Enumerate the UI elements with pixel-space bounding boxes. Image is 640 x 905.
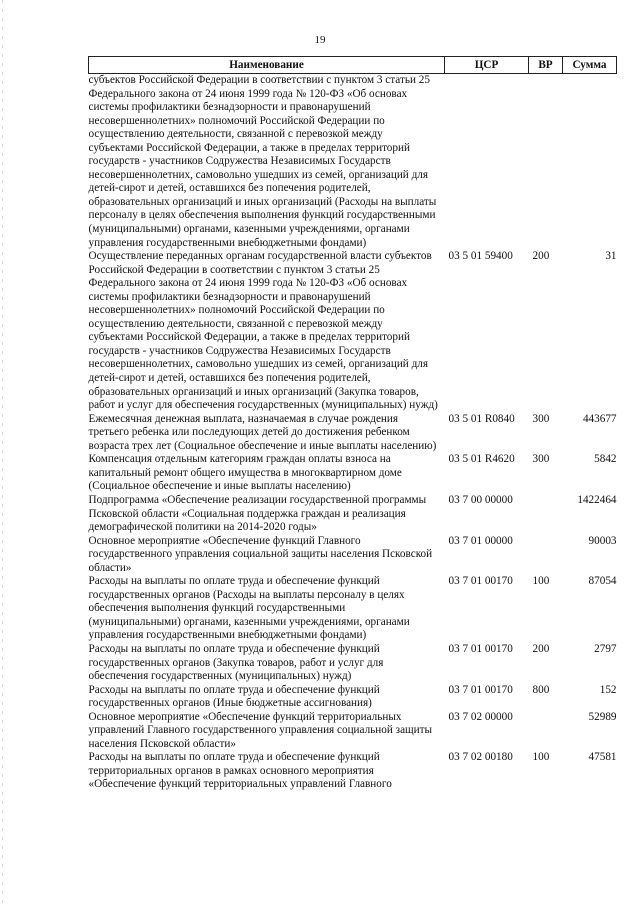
row-sum (563, 74, 617, 251)
table-row (89, 535, 617, 576)
table-row (89, 684, 617, 711)
header-row (89, 57, 617, 74)
row-name: Компенсация отдельным категориям граждан оплаты взноса на капитальный ремонт общего имущества в многоквартирном доме (Социальное обеспечение и иные выплаты населению) (88, 453, 402, 493)
table-body (89, 74, 617, 792)
row-vr: 100 (532, 751, 550, 764)
row-csr: 03 7 01 00170 (448, 642, 513, 655)
row-csr: 03 7 01 00170 (448, 575, 513, 588)
row-name: Осуществление переданных органам государственной власти субъектов Российской Федерации в соответствии с пунктом 3 статьи 25 Федерального закона от 24 июня 1999 года № 120-ФЗ «Об основах системы профилактики безнадзорности и правонарушений несовершеннолетних» полномочий Российской Федерации по осуществлению деятельности, связанной с перевозкой между субъектами Российской Федерации, а также в пределах территорий государств - участников Содружества Независимых Государств несовершеннолетних, самовольно ушедших из семей, организаций для детей-сирот и детей, оставшихся без попечения родителей, образовательных организаций и иных организаций (Закупка товаров, работ и услуг для обеспечения государственных (муниципальных) нужд) (88, 250, 438, 412)
row-name: Расходы на выплаты по оплате труда и обеспечение функций государственных органов (Иные бюджетные ассигнования) (88, 683, 380, 710)
row-sum: 152 (599, 683, 617, 696)
row-vr: 200 (532, 642, 550, 655)
row-csr (445, 74, 529, 251)
table-row (89, 494, 617, 535)
column-header-sum: Сумма (563, 57, 617, 74)
row-vr (529, 494, 563, 535)
row-sum: 52989 (588, 710, 617, 723)
row-vr (529, 711, 563, 752)
row-csr: 03 7 02 00180 (448, 751, 513, 764)
row-sum: 87054 (588, 575, 617, 588)
table-row (89, 453, 617, 494)
table-row (89, 74, 617, 251)
table-row (89, 250, 617, 413)
row-name: Расходы на выплаты по оплате труда и обеспечение функций территориальных органов в рамках основного мероприятия «Обеспечение функций территориальных управлений Главного (88, 751, 392, 791)
row-vr: 300 (532, 412, 550, 425)
row-name: Подпрограмма «Обеспечение реализации государственной программы Псковской области «Социальная поддержка граждан и реализация демографической политики на 2014-2020 годы» (88, 493, 427, 534)
row-name: Основное мероприятие «Обеспечение функций Главного государственного управления социальной защиты населения Псковской области» (88, 534, 433, 574)
row-csr: 03 7 01 00000 (448, 534, 513, 547)
budget-table (88, 56, 617, 792)
row-csr: 03 5 01 R4620 (448, 453, 515, 466)
row-name: Ежемесячная денежная выплата, назначаемая в случае рождения третьего ребенка или последующих детей до достижения ребенком возраста трех лет (Социальное обеспечение и иные выплаты населению) (88, 412, 437, 452)
row-csr: 03 7 02 00000 (448, 710, 513, 723)
column-header-name: Наименование (89, 57, 445, 74)
row-csr: 03 5 01 R0840 (448, 412, 515, 425)
row-sum: 5842 (594, 453, 617, 466)
row-vr (529, 74, 563, 251)
row-vr: 100 (532, 575, 550, 588)
row-vr: 300 (532, 453, 550, 466)
table-row (89, 575, 617, 643)
row-csr: 03 5 01 59400 (448, 250, 513, 263)
row-sum: 1422464 (577, 493, 617, 506)
table-row (89, 413, 617, 454)
scan-edge (2, 0, 3, 905)
row-vr (529, 535, 563, 576)
row-sum: 2797 (594, 642, 617, 655)
row-csr: 03 7 00 00000 (448, 493, 513, 506)
row-name: субъектов Российской Федерации в соответствии с пунктом 3 статьи 25 Федерального закона от 24 июня 1999 года № 120-ФЗ «Об основах системы профилактики безнадзорности и правонарушений несовершеннолетних» полномочий Российской Федерации по осуществлению деятельности, связанной с перевозкой между субъектами Российской Федерации, а также в пределах территорий государств - участников Содружества Независимых Государств несовершеннолетних, самовольно ушедших из семей, организаций для детей-сирот и детей, оставшихся без попечения родителей, образовательных организаций и иных организаций (Расходы на выплаты персоналу в целях обеспечения выполнения функций государственными (муниципальными) органами, казенными учреждениями, органами управления государственными внебюджетными фондами) (88, 74, 437, 249)
table-row (89, 711, 617, 752)
row-vr: 800 (532, 683, 550, 696)
page-number: 19 (314, 34, 326, 46)
table-row (89, 643, 617, 684)
row-name: Расходы на выплаты по оплате труда и обеспечение функций государственных органов (Расходы на выплаты персоналу в целях обеспечения выполнения функций государственными (муниципальными) органами, казенными учреждениями, органами управления государственными внебюджетными фондами) (88, 575, 410, 642)
row-sum: 31 (605, 250, 617, 263)
row-csr: 03 7 01 00170 (448, 683, 513, 696)
table-header (89, 57, 617, 74)
row-sum: 443677 (582, 412, 617, 425)
column-header-csr: ЦСР (445, 57, 529, 74)
table-row (89, 751, 617, 792)
row-name: Расходы на выплаты по оплате труда и обеспечение функций государственных органов (Закупка товаров, работ и услуг для обеспечения государственных (муниципальных) нужд) (88, 642, 384, 683)
row-sum: 90003 (588, 534, 617, 547)
row-name: Основное мероприятие «Обеспечение функций территориальных управлений Главного государственного управления социальной защиты населения Псковской области» (88, 710, 433, 750)
column-header-vr: ВР (529, 57, 563, 74)
row-sum: 47581 (588, 751, 617, 764)
row-vr: 200 (532, 250, 550, 263)
